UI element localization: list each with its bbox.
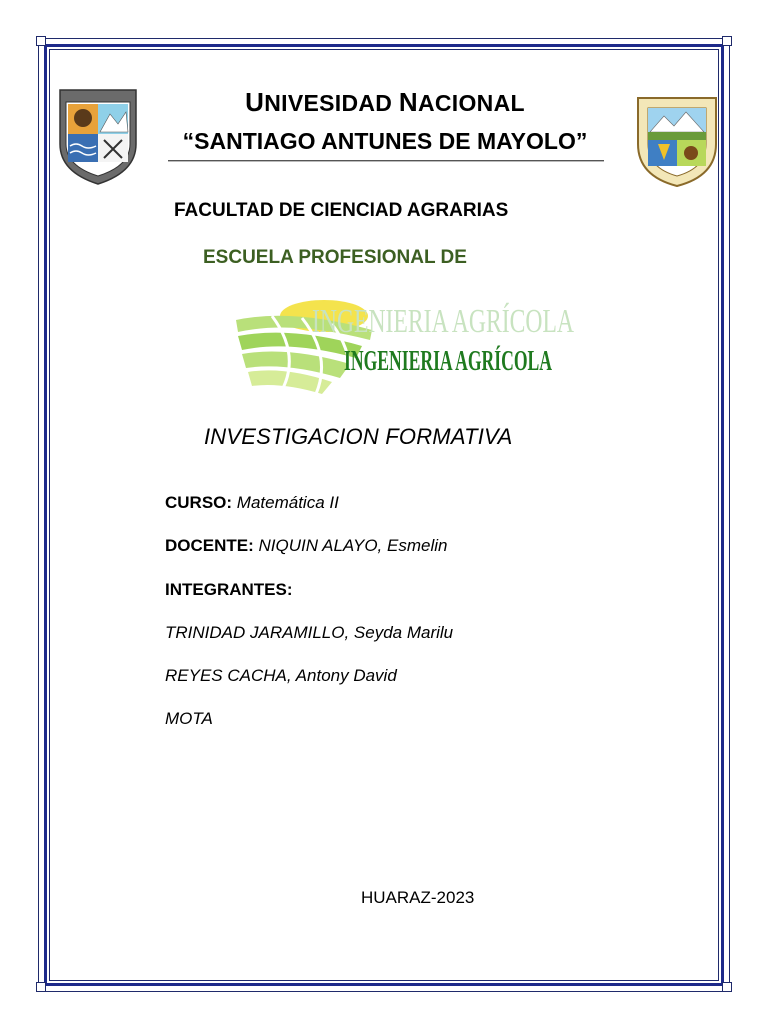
member-name — [165, 623, 453, 643]
title-underline — [168, 160, 604, 162]
school-name: ESCUELA PROFESIONAL DE — [203, 247, 467, 268]
course-label: CURSO: — [165, 493, 233, 512]
members-label: INTEGRANTES: — [165, 580, 293, 599]
logo-text-shadow: INGENIERIA AGRÍCOLA — [312, 303, 575, 340]
teacher-label: DOCENTE: — [165, 536, 254, 555]
border-corner — [722, 36, 732, 46]
course-line — [165, 493, 339, 513]
university-name: UNIVESIDAD NACIONAL — [245, 87, 525, 117]
page-border-inner — [49, 49, 719, 981]
member-name — [165, 666, 397, 686]
university-subtitle: “SANTIAGO ANTUNES DE MAYOLO” — [182, 128, 588, 154]
logo-text: INGENIERIA AGRÍCOLA — [344, 346, 553, 377]
university-crest-icon — [56, 86, 140, 186]
course-value: Matemática II — [236, 493, 339, 512]
member-name-text: REYES CACHA, Antony David — [165, 666, 397, 685]
document-type: INVESTIGACION FORMATIVA — [204, 424, 513, 449]
member-name — [165, 709, 213, 729]
border-corner — [36, 982, 46, 992]
border-corner — [722, 982, 732, 992]
members-heading — [165, 580, 293, 600]
agricultural-engineering-logo — [232, 296, 582, 396]
faculty-crest-icon — [634, 94, 720, 188]
member-name-text: MOTA — [165, 709, 213, 728]
faculty-name: FACULTAD DE CIENCIAD AGRARIAS — [174, 200, 509, 221]
teacher-value: NIQUIN ALAYO, Esmelin — [258, 536, 448, 555]
border-corner — [36, 36, 46, 46]
place-year: HUARAZ-2023 — [361, 888, 475, 907]
teacher-line — [165, 536, 447, 556]
member-name-text: TRINIDAD JARAMILLO, Seyda Marilu — [165, 623, 454, 642]
